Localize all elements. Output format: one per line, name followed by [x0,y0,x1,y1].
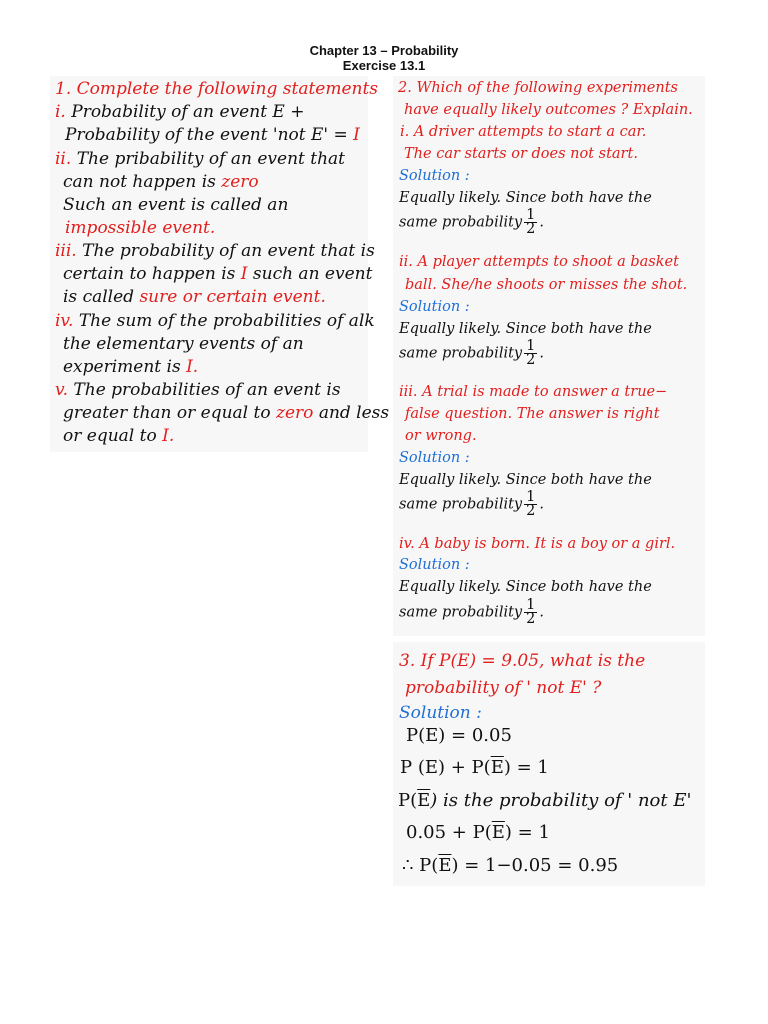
q2-item-i-line1: i. A driver attempts to start a car. [400,124,647,140]
q1-iv-num: iv. [55,311,74,331]
q1-i-text-a: Probability of an event E + [71,102,305,122]
q1-v-num: v. [55,380,68,400]
q2-ii-probability [399,340,544,367]
q2-iii-solution-label: Solution : [399,450,470,466]
q2-ii-frac-num: 1 [526,338,536,354]
q2-ii-frac-den: 2 [526,352,536,368]
q3-step-2 [400,759,549,777]
q1-ii-text-b: can not happen is [63,172,216,192]
q3-step-4-b: ) = 1 [504,822,550,843]
q2-iv-solution-label: Solution : [399,557,470,573]
q2-i-dot: . [539,214,544,231]
q2-item-iv-line1: iv. A baby is born. It is a boy or a girl. [399,536,676,552]
q2-iv-same-prob: same probability [399,604,523,621]
q1-title: 1. Complete the following statements [55,79,379,99]
q2-iv-probability [399,599,544,626]
q3-step-5 [402,857,618,875]
q2-ii-fraction [524,340,537,367]
q2-iv-dot: . [539,604,544,621]
q1-iv-text-c: experiment is [63,357,181,377]
q2-iii-frac-den: 2 [526,503,536,519]
q1-v-text-c: or equal to [63,426,157,446]
q1-item-iii-line1 [55,240,375,262]
q2-iii-same-prob: same probability [399,496,523,513]
q2-item-iii-line3: or wrong. [405,428,477,444]
q2-item-iii-line2: false question. The answer is right [405,406,660,422]
q1-item-iii-line2 [63,263,372,285]
q1-ii-text-a: The pribability of an event that [76,149,346,169]
q1-iii-num: iii. [55,241,77,261]
q2-i-same-prob: same probability [399,214,523,231]
q2-iii-frac-num: 1 [526,489,536,505]
q1-item-iv-line3 [63,356,198,378]
q1-item-v-line1 [55,379,341,401]
q1-v-answer-1: zero [276,403,314,423]
q1-iv-text-a: The sum of the probabilities of alk [78,311,375,331]
q2-iv-fraction [524,599,537,626]
q2-iii-fraction [524,491,537,518]
q1-iii-text-b1: certain to happen is [63,264,236,284]
q3-step-3-ebar: $\overline{E}$ [417,790,431,811]
q2-iv-frac-den: 2 [526,611,536,627]
q2-iv-answer-line: Equally likely. Since both have the [399,579,652,595]
q1-iii-text-a: The probability of an event that is [82,241,375,261]
chapter-title: Chapter 13 – Probability [309,43,459,58]
q2-ii-same-prob: same probability [399,345,523,362]
q2-item-ii-line2: ball. She/he shoots or misses the shot. [405,277,688,293]
q3-step-5-a: ∴ P( [402,855,439,876]
q1-i-num: i. [55,102,66,122]
q2-item-iii-line1: iii. A trial is made to answer a true− [399,384,668,400]
q1-v-text-a: The probabilities of an event is [73,380,341,400]
q1-item-ii-line3: Such an event is called an [63,195,289,215]
q1-iii-text-c1: is called [63,287,135,307]
q1-v-text-b2: and less [318,403,390,423]
q3-solution-label: Solution : [399,703,482,723]
q2-i-fraction [524,209,537,236]
q1-item-ii-line4: impossible event. [65,218,216,238]
q2-iii-probability [399,491,544,518]
q3-step-1: P(E) = 0.05 [406,725,512,746]
q3-step-3-a: P( [398,790,418,811]
q2-iii-answer-line: Equally likely. Since both have the [399,472,652,488]
q3-step-5-b: ) = 1−0.05 = 0.95 [451,855,619,876]
q2-title-line2: have equally likely outcomes ? Explain. [404,102,693,118]
q1-item-ii-line2 [63,171,259,193]
q2-iv-frac-num: 1 [526,597,536,613]
q1-item-i-line1 [55,101,305,123]
q2-i-solution-label: Solution : [399,168,470,184]
q2-title-line1: 2. Which of the following experiments [398,80,678,96]
q1-i-text-b: Probability of the event 'not E' = [65,125,348,145]
q2-item-ii-line1: ii. A player attempts to shoot a basket [399,254,679,270]
q3-step-3 [398,792,691,810]
q1-item-iv-line1 [55,310,375,332]
q2-ii-solution-label: Solution : [399,299,470,315]
q3-step-4 [406,824,550,842]
q3-title-line2: probability of ' not E' ? [405,678,602,698]
q1-item-i-line2 [65,124,360,146]
q2-i-frac-den: 2 [526,221,536,237]
q2-i-probability [399,209,544,236]
q1-item-v-line3 [63,425,174,447]
q3-step-2-b: ) = 1 [503,757,549,778]
q1-item-iii-line3 [63,286,326,308]
q1-ii-num: ii. [55,149,72,169]
q3-step-4-ebar: $\overline{E}$ [491,822,505,843]
q1-v-text-b1: greater than or equal to [63,403,271,423]
q3-title-line1: 3. If P(E) = 9.05, what is the [399,651,646,671]
q1-item-ii-line1 [55,148,345,170]
q3-step-2-ebar: $\overline{E}$ [490,757,504,778]
q2-ii-answer-line: Equally likely. Since both have the [399,321,652,337]
q1-iv-answer: I. [186,357,199,377]
q1-item-iv-line2: the elementary events of an [63,334,304,354]
q1-iii-text-b2: such an event [252,264,373,284]
q1-i-answer: I [353,125,360,145]
q3-step-5-ebar: $\overline{E}$ [438,855,452,876]
q2-item-i-line2: The car starts or does not start. [404,146,638,162]
q3-step-2-a: P (E) + P( [400,757,491,778]
q3-step-3-b: ) is the probability of ' not E' [430,790,692,811]
q1-item-v-line2 [63,402,389,424]
q2-i-answer-line: Equally likely. Since both have the [399,190,652,206]
q1-iii-answer-2: sure or certain event. [139,287,326,307]
q2-ii-dot: . [539,345,544,362]
q1-v-answer-2: I. [162,426,175,446]
q1-ii-answer: zero [221,172,259,192]
exercise-title: Exercise 13.1 [342,58,426,73]
q3-step-4-a: 0.05 + P( [406,822,492,843]
q1-iii-answer-1: I [240,264,248,284]
q2-i-frac-num: 1 [526,207,536,223]
q2-iii-dot: . [539,496,544,513]
